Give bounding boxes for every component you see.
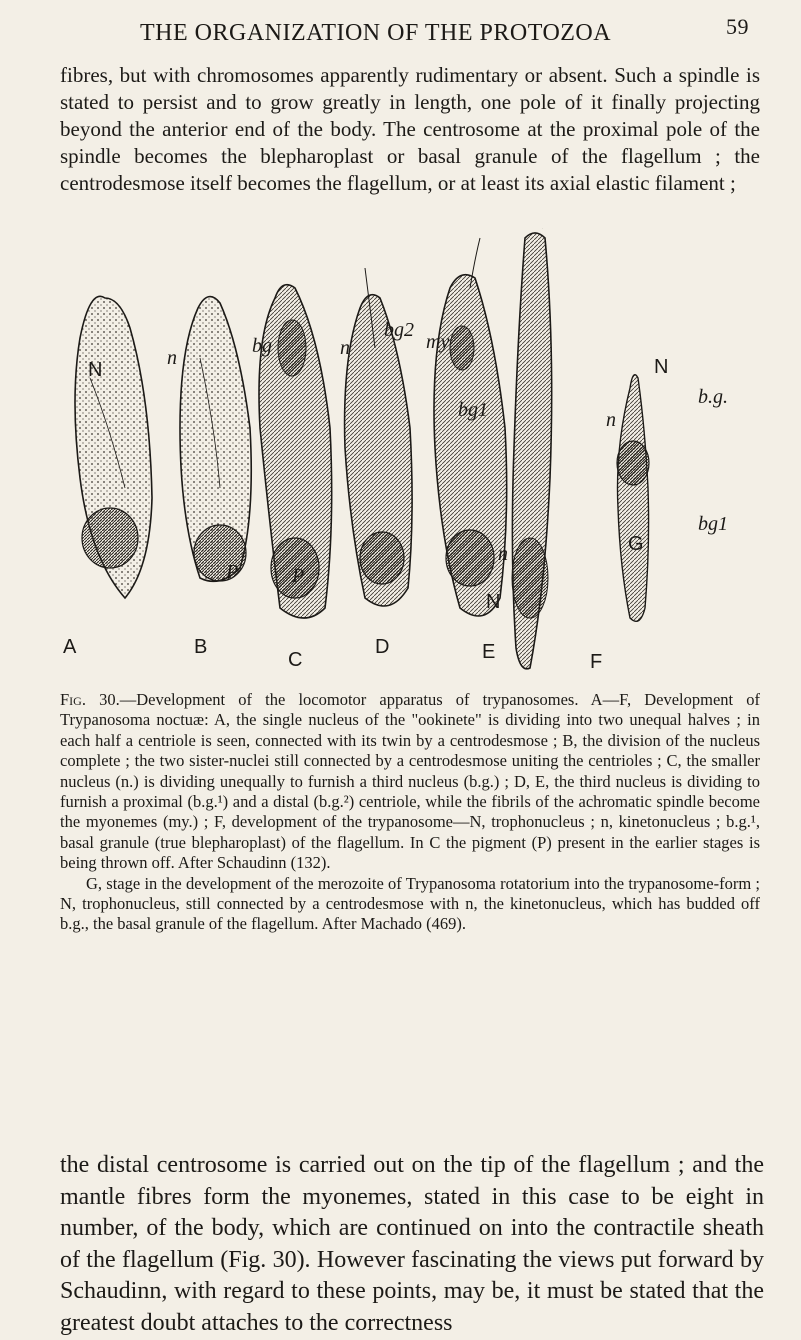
label-small-n-d: n bbox=[340, 337, 350, 359]
page-number: 59 bbox=[726, 14, 749, 39]
caption-paragraph-1: —Development of the locomotor apparatus of trypanosomes. A—F, Development of Trypanosoma noctuæ: A, the single nucleus of the "ookinete" is dividing into two unequal halves ; in each half a centriole is seen, connected with its twin by a centrodesmose ; B, the division of the nucleus complete ; the two sister-nuclei still connected by a centrodesmose uniting the centrioles ; C, the smaller nucleus (n.) is dividing unequally to furnish a third nucleus (b.g.) ; D, E, the third nucleus is dividing to furnish a proximal (b.g.¹) and a distal (b.g.²) centriole, while the fibrils of the achromatic spindle become the myonemes (my.) ; F, development of the trypanosome—N, trophonucleus ; n, kinetonucleus ; b.g.¹, basal granule (true blepharoplast) of the flagellum. In C the pigment (P) present in the earlier stages is being thrown off. After Schaudinn (132). bbox=[60, 690, 760, 873]
label-p-c: P bbox=[292, 565, 305, 587]
running-title: THE ORGANIZATION OF THE PROTOZOA bbox=[140, 20, 612, 46]
label-d: D bbox=[375, 636, 390, 658]
organism-f bbox=[512, 228, 552, 669]
figure-30-illustration bbox=[30, 228, 770, 678]
label-b: B bbox=[194, 636, 208, 658]
label-a: A bbox=[63, 636, 77, 658]
label-p-b: P bbox=[226, 561, 239, 583]
body-paragraph-bottom: the distal centrosome is carried out on the tip of the flagellum ; and the mantle fibres form the myonemes, stated in this case to be eight in number, of the body, which are continued on into the contractile sheath of the flagellum (Fig. 30). However fascinating the views put forward by Schaudinn, with regard to these points, may be, it must be stated that the greatest doubt attaches to the correctness bbox=[60, 1152, 764, 1336]
label-c: C bbox=[288, 649, 303, 671]
label-n-g: N bbox=[654, 356, 669, 378]
label-n-e: N bbox=[486, 591, 501, 613]
label-bo-g: b.g. bbox=[698, 386, 728, 408]
label-n-a: N bbox=[88, 359, 103, 381]
trypanosome-drawings bbox=[30, 228, 770, 678]
label-bg2: bg2 bbox=[384, 319, 414, 341]
organism-b bbox=[180, 297, 251, 582]
organism-e bbox=[434, 238, 507, 616]
figure-caption bbox=[60, 690, 760, 935]
label-my: my bbox=[426, 331, 450, 353]
caption-paragraph-2: G, stage in the development of the merozoite of Trypanosoma rotatorium into the trypanosome-form ; N, trophonucleus, still connected by a centrodesmose with n, the kinetonucleus, which has budded off b.g., the basal granule of the flagellum. After Machado (469). bbox=[60, 873, 760, 934]
label-small-n-e: n bbox=[498, 543, 508, 565]
label-bg-c: bg bbox=[252, 335, 272, 357]
label-small-n-g: n bbox=[606, 409, 616, 431]
label-bg1-g: bg1 bbox=[698, 513, 728, 535]
label-g: G bbox=[628, 533, 644, 555]
caption-figure-label: Fig. 30. bbox=[60, 690, 120, 709]
organism-a bbox=[75, 296, 152, 598]
label-small-n-b: n bbox=[167, 347, 177, 369]
label-e: E bbox=[482, 641, 496, 663]
label-f: F bbox=[590, 651, 603, 673]
organism-g bbox=[617, 375, 649, 622]
running-head bbox=[88, 14, 761, 54]
body-paragraph-top: fibres, but with chromosomes apparently rudimentary or absent. Such a spindle is stated to persist and to grow greatly in length, one pole of it finally projecting beyond the anterior end of the body. The centrosome at the proximal pole of the spindle becomes the blepharoplast or basal granule of the flagellum ; the centrodesmose itself becomes the flagellum, or at least its axial elastic filament ; bbox=[60, 63, 760, 195]
label-bg1-e: bg1 bbox=[458, 399, 488, 421]
